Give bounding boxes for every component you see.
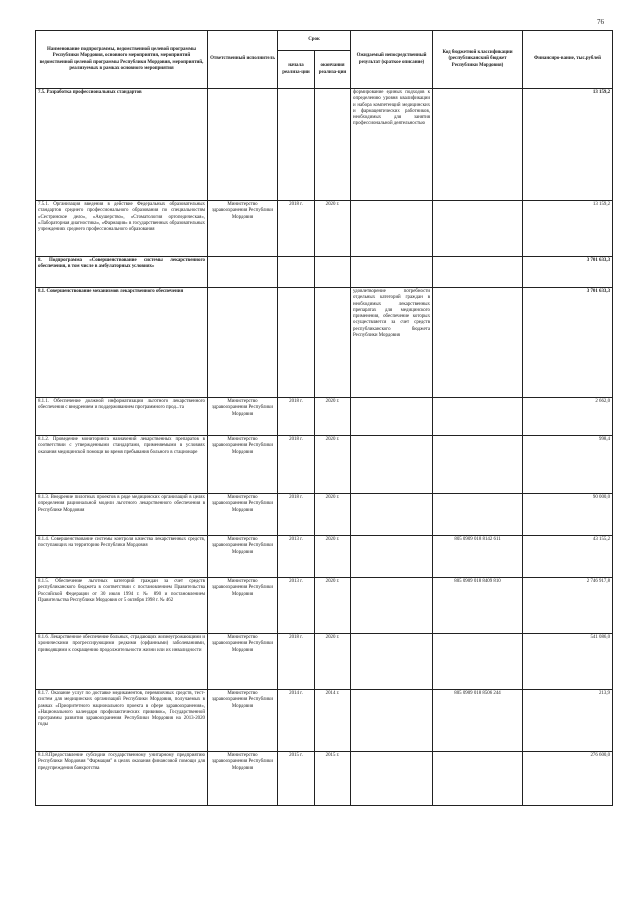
row-start: 2014 г. (278, 690, 315, 752)
row-name: 8.1.1. Обеспечение должной информатизации льготного лекарственного обеспечения с внедрением и поддерживанием программного прод...та (36, 398, 208, 436)
row-amount: 998,4 (523, 436, 613, 494)
row-amount: 13 159,2 (523, 201, 613, 257)
row-result (351, 634, 433, 690)
row-end: 2014 г. (315, 690, 351, 752)
row-result (351, 578, 433, 634)
row-end: 2020 г. (315, 634, 351, 690)
row-budget-code (433, 201, 523, 257)
row-amount: 213,9 (523, 690, 613, 752)
row-result (351, 257, 433, 288)
row-amount: 13 159,2 (523, 89, 613, 201)
row-end (315, 89, 351, 201)
table-row (36, 288, 613, 398)
row-amount: 43 155,2 (523, 536, 613, 578)
row-end: 2015 г. (315, 752, 351, 806)
table-row (36, 436, 613, 494)
table-row (36, 494, 613, 536)
row-start: 2015 г. (278, 752, 315, 806)
row-executor: Министерство здравоохранения Республики Мордовия (208, 536, 278, 578)
row-budget-code (433, 257, 523, 288)
row-start: 2018 г. (278, 436, 315, 494)
row-result: удовлетворение потребности отдельных категорий граждан в необходимых лекарственных препаратах для медицинского применения, обеспечение которых осуществляется за счет средств республиканского бюджета Республики Мордовия (351, 288, 433, 398)
row-result (351, 398, 433, 436)
row-executor: Министерство здравоохранения Республики Мордовия (208, 752, 278, 806)
row-end (315, 257, 351, 288)
program-table (35, 30, 613, 806)
row-start: 2013 г. (278, 536, 315, 578)
row-name: 8.1.7. Оказание услуг по доставке медикаментов, перевязочных средств, тест-систем для медицинских организаций Республики Мордовия, получаемых в рамках «Приоритетного национального проекта в сфере здравоохранения», «Национального календаря профилактических прививок», Государственной программы развития здравоохранения Республики Мордовия на 2013-2020 годы (36, 690, 208, 752)
row-result (351, 436, 433, 494)
row-budget-code (433, 288, 523, 398)
table-row (36, 634, 613, 690)
table-row (36, 398, 613, 436)
row-budget-code (433, 634, 523, 690)
row-name: 8. Подпрограмма «Совершенствование системы лекарственного обеспечения, в том числе в амбулаторных условиях» (36, 257, 208, 288)
row-result (351, 536, 433, 578)
row-budget-code (433, 398, 523, 436)
row-result (351, 752, 433, 806)
table-row (36, 752, 613, 806)
row-name: 8.1.4. Совершенствование системы контроля качества лекарственных средств, поступающих на территорию Республики Мордовия (36, 536, 208, 578)
header-name: Наименование подпрограммы, ведомственной целевой программы Республики Мордовия, основного мероприятия, мероприятий ведомственной целевой программы Республики Мордовия, мероприятий, реализуемых в рамках основного мероприятия (36, 31, 208, 89)
row-budget-code (433, 436, 523, 494)
page-number: 76 (597, 18, 604, 26)
header-result: Ожидаемый непосредственный результат (краткое описание) (351, 31, 433, 89)
row-result: формирование единых подходов к определению уровня квалификации и набора компетенций медицинских и фармацевтических работников, необходимых для занятия профессиональной деятельностью (351, 89, 433, 201)
header-end: окончания реализа-ции (315, 51, 351, 89)
row-name: 8.1.8.Предоставление субсидии государственному унитарному предприятию Республики Мордовия "Фармация" в целях оказания финансовой помощи для предупреждения банкротства (36, 752, 208, 806)
row-budget-code (433, 494, 523, 536)
row-start: 2018 г. (278, 201, 315, 257)
header-finance: Финансиро-вание, тыс.рублей (523, 31, 613, 89)
row-amount: 541 086,0 (523, 634, 613, 690)
table-row (36, 257, 613, 288)
row-budget-code: 805 0909 018 8506 244 (433, 690, 523, 752)
table-row (36, 89, 613, 201)
row-result (351, 201, 433, 257)
row-name: 7.5.1. Организация введения в действие Федеральных образовательных стандартов среднего профессионального образования по специальностям «Сестринское дело», «Акушерство», «Стоматология ортопедическая», «Лабораторная диагностика», «Фармация» в государственных образовательных учреждениях среднего профессионального образования (36, 201, 208, 257)
row-executor: Министерство здравоохранения Республики Мордовия (208, 201, 278, 257)
row-start: 2013 г. (278, 578, 315, 634)
row-start (278, 257, 315, 288)
table-row (36, 201, 613, 257)
row-end: 2020 г. (315, 536, 351, 578)
row-start: 2018 г. (278, 398, 315, 436)
header-start: начала реализа-ции (278, 51, 315, 89)
row-end: 2020 г. (315, 201, 351, 257)
header-executor: Ответственный исполнитель (208, 31, 278, 89)
row-end (315, 288, 351, 398)
row-amount: 276 600,0 (523, 752, 613, 806)
row-executor (208, 89, 278, 201)
row-end: 2020 г. (315, 578, 351, 634)
row-executor (208, 257, 278, 288)
row-amount: 2 746 917,8 (523, 578, 613, 634)
row-budget-code (433, 89, 523, 201)
row-result (351, 494, 433, 536)
row-name: 7.5. Разработка профессиональных стандартов (36, 89, 208, 201)
row-budget-code (433, 752, 523, 806)
row-start (278, 89, 315, 201)
row-name: 8.1.6. Лекарственное обеспечение больных, страдающих жизнеугрожающими и хроническими прогрессирующими редкими (орфанными) заболеваниями, приводящими к сокращению продолжительности жизни или их инвалидности (36, 634, 208, 690)
table-row (36, 578, 613, 634)
table-row (36, 536, 613, 578)
table-row (36, 690, 613, 752)
row-end: 2020 г. (315, 398, 351, 436)
row-executor: Министерство здравоохранения Республики Мордовия (208, 578, 278, 634)
row-executor: Министерство здравоохранения Республики Мордовия (208, 494, 278, 536)
row-name: 8.1.2. Проведение мониторинга назначений лекарственных препаратов в соответствии с утвержденными стандартами, применяемыми в условиях оказания медицинской помощи во время пребывания больного в стационаре (36, 436, 208, 494)
row-name: 8.1.3. Внедрение пилотных проектов в ряде медицинских организаций в целях определения рациональной модели льготного лекарственного обеспечения в Республике Мордовия (36, 494, 208, 536)
row-executor: Министерство здравоохранения Республики Мордовия (208, 436, 278, 494)
row-amount: 3 701 633,3 (523, 288, 613, 398)
row-start: 2018 г. (278, 494, 315, 536)
row-executor: Министерство здравоохранения Республики Мордовия (208, 634, 278, 690)
row-amount: 90 000,0 (523, 494, 613, 536)
row-amount: 3 701 633,3 (523, 257, 613, 288)
row-budget-code: 805 0909 018 8409 810 (433, 578, 523, 634)
row-result (351, 690, 433, 752)
row-amount: 2 662,0 (523, 398, 613, 436)
row-name: 8.1.5. Обеспечение льготных категорий граждан за счет средств республиканского бюджета в соответствии с постановлением Правительства Российской Федерации от 30 июля 1994 г. № 890 и постановлением Правительства Республики Мордовия от 5 октября 1998 г. № 462 (36, 578, 208, 634)
row-executor: Министерство здравоохранения Республики Мордовия (208, 690, 278, 752)
row-start (278, 288, 315, 398)
row-start: 2018 г. (278, 634, 315, 690)
row-end: 2020 г. (315, 436, 351, 494)
row-budget-code: 805 0909 018 8142 611 (433, 536, 523, 578)
row-executor: Министерство здравоохранения Республики Мордовия (208, 398, 278, 436)
header-term: Срок (278, 31, 351, 51)
row-executor (208, 288, 278, 398)
row-end: 2020 г. (315, 494, 351, 536)
row-name: 8.1. Совершенствование механизмов лекарственного обеспечения (36, 288, 208, 398)
header-code: Код бюджетной классификации (республиканский бюджет Республики Мордовия) (433, 31, 523, 89)
